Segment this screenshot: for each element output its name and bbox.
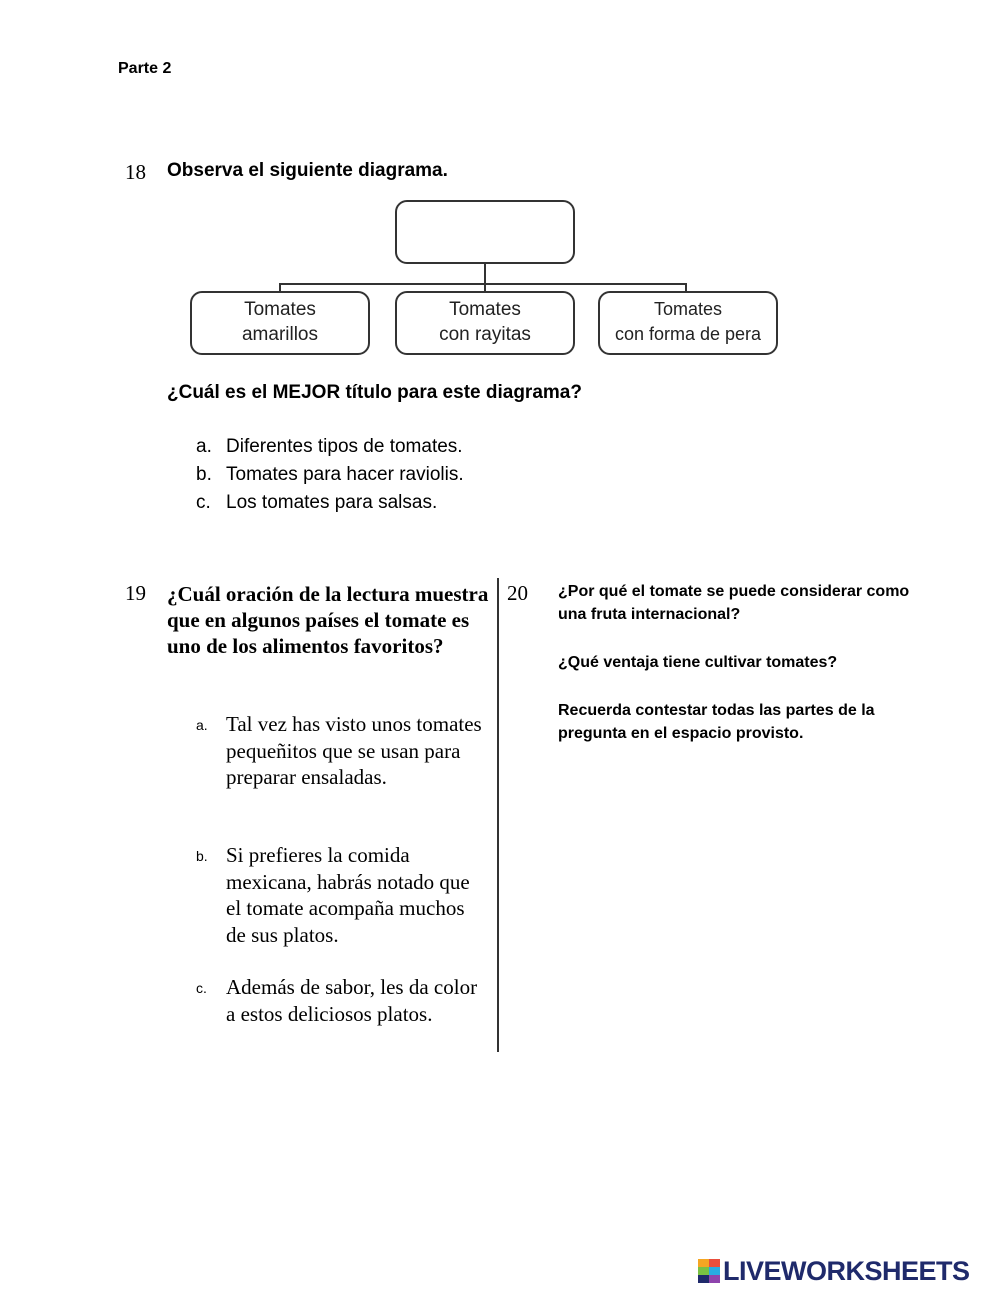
logo-text: LIVEWORKSHEETS	[723, 1255, 970, 1286]
option-text: Diferentes tipos de tomates.	[226, 436, 463, 457]
option-letter: a.	[196, 436, 212, 457]
logo-block	[698, 1259, 709, 1267]
option-letter: c.	[196, 980, 207, 996]
diagram-box-1	[190, 291, 370, 355]
logo-block	[709, 1259, 720, 1267]
option-text: Además de sabor, les da color a estos deliciosos platos.	[226, 975, 478, 1026]
question-19-option-b[interactable]	[196, 842, 486, 948]
option-text: Tomates para hacer raviolis.	[226, 464, 464, 485]
diagram-box-3	[598, 291, 778, 355]
question-20-number: 20	[507, 581, 528, 605]
diagram-title-box	[395, 200, 575, 264]
question-18-number: 18	[125, 160, 146, 184]
question-20-paragraph-3: Recuerda contestar todas las partes de la pregunta en el espacio provisto.	[558, 702, 875, 742]
question-20-paragraph-1: ¿Por qué el tomate se puede considerar como una fruta internacional?	[558, 583, 910, 623]
question-18-prompt: Observa el siguiente diagrama.	[167, 160, 448, 181]
question-18-option-b[interactable]	[196, 464, 464, 486]
logo-block	[709, 1275, 720, 1283]
tomato-diagram	[188, 198, 780, 358]
logo-blocks-icon	[698, 1259, 720, 1283]
diagram-connector-horizontal	[279, 283, 687, 285]
option-text: Tal vez has visto unos tomates pequeñitos que se usan para preparar ensaladas.	[226, 712, 482, 789]
logo-block	[698, 1275, 709, 1283]
option-letter: c.	[196, 492, 211, 513]
diagram-connector-vertical	[484, 262, 486, 284]
column-divider	[497, 578, 499, 1052]
option-text: Los tomates para salsas.	[226, 492, 438, 513]
question-19-option-c[interactable]	[196, 974, 486, 1027]
diagram-box-2	[395, 291, 575, 355]
question-19-option-a[interactable]	[196, 711, 486, 791]
logo-block	[698, 1267, 709, 1275]
diagram-box-1-line1: Tomates	[244, 299, 316, 320]
liveworksheets-logo	[698, 1256, 970, 1286]
diagram-box-1-line2: amarillos	[241, 324, 319, 345]
logo-block	[709, 1267, 720, 1275]
diagram-box-2-line1: Tomates	[449, 299, 521, 320]
option-letter: b.	[196, 848, 208, 864]
question-18-option-a[interactable]	[196, 436, 463, 458]
question-20-paragraph-2: ¿Qué ventaja tiene cultivar tomates?	[558, 654, 838, 671]
question-18-question: ¿Cuál es el MEJOR título para este diagrama?	[167, 382, 582, 403]
question-19-prompt: ¿Cuál oración de la lectura muestra que en algunos países el tomate es uno de los alimentos favoritos?	[167, 582, 489, 658]
option-letter: a.	[196, 717, 208, 733]
part-label: Parte 2	[118, 60, 172, 77]
option-letter: b.	[196, 464, 212, 485]
question-18-option-c[interactable]	[196, 492, 437, 514]
question-19-number: 19	[125, 581, 146, 605]
diagram-box-3-line1: Tomates	[653, 299, 723, 319]
diagram-box-2-line2: con rayitas	[439, 324, 531, 345]
diagram-box-3-line2: con forma de pera	[614, 324, 762, 344]
option-text: Si prefieres la comida mexicana, habrás notado que el tomate acompaña muchos de sus platos.	[226, 843, 470, 947]
